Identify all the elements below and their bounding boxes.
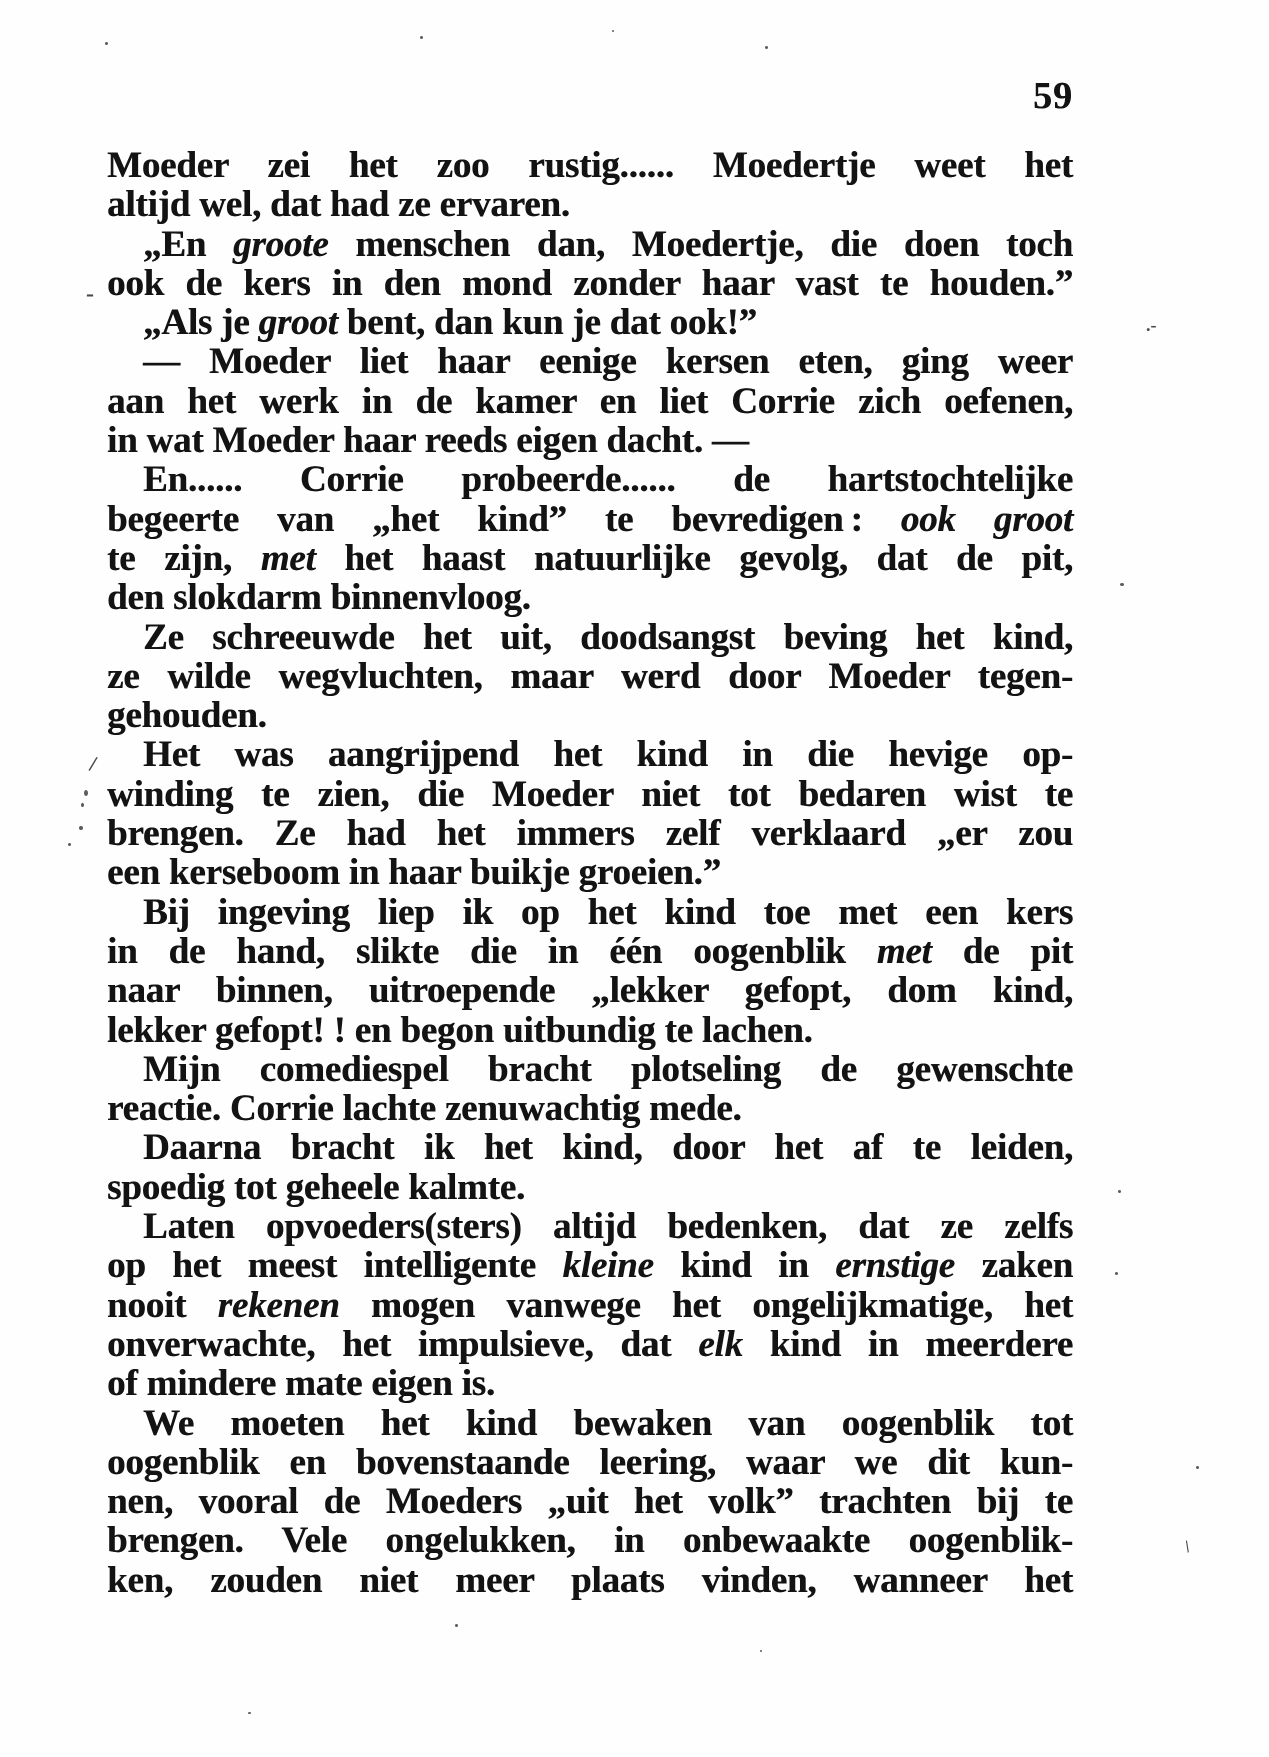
text-line bbox=[107, 382, 1073, 421]
text-line bbox=[107, 696, 1073, 735]
scan-artifact bbox=[79, 826, 83, 830]
text-line bbox=[107, 814, 1073, 853]
text-line bbox=[107, 1246, 1073, 1285]
italic-text-run: met bbox=[876, 930, 932, 972]
scan-artifact: / bbox=[1180, 1537, 1194, 1556]
italic-text-run: groote bbox=[233, 223, 329, 265]
text-line bbox=[107, 657, 1073, 696]
text-run: menschen dan, Moedertje, die doen toch bbox=[328, 223, 1073, 265]
scan-artifact bbox=[1196, 1466, 1199, 1469]
text-run: Het was aangrijpend het kind in die hevige op- bbox=[143, 734, 1073, 776]
scan-artifact: .- bbox=[1146, 315, 1157, 335]
scan-artifact bbox=[81, 803, 84, 807]
text-run: bent, dan kun je dat ook!” bbox=[337, 302, 757, 344]
scan-artifact: / bbox=[87, 750, 99, 777]
scan-artifact bbox=[455, 1624, 458, 1627]
text-run: den slokdarm binnenvloog. bbox=[107, 577, 531, 619]
text-run: kind in bbox=[653, 1245, 836, 1287]
text-run: een kerseboom in haar buikje groeien.” bbox=[107, 852, 721, 894]
scan-artifact bbox=[1118, 1190, 1121, 1193]
scan-artifact bbox=[1120, 583, 1124, 586]
scan-artifact bbox=[760, 1650, 762, 1652]
text-line bbox=[107, 853, 1073, 892]
text-line bbox=[107, 225, 1073, 264]
scan-artifact bbox=[248, 1712, 251, 1714]
scan-artifact bbox=[420, 36, 423, 39]
text-run: nen, vooral de Moeders „uit het volk” trachten bij te bbox=[107, 1481, 1073, 1523]
text-run: gehouden. bbox=[107, 695, 267, 737]
scan-artifact bbox=[1115, 1272, 1118, 1275]
text-line bbox=[107, 578, 1073, 617]
text-line bbox=[107, 1482, 1073, 1521]
italic-text-run: rekenen bbox=[217, 1284, 340, 1326]
text-line bbox=[107, 500, 1073, 539]
text-line bbox=[107, 342, 1073, 381]
text-run: reactie. Corrie lachte zenuwachtig mede. bbox=[107, 1088, 742, 1130]
text-run: brengen. Vele ongelukken, in onbewaakte oogenblik- bbox=[107, 1520, 1073, 1562]
text-run: of mindere mate eigen is. bbox=[107, 1363, 495, 1405]
text-run: Moeder zei het zoo rustig...... Moedertje weet het bbox=[107, 145, 1073, 186]
text-line bbox=[107, 1364, 1073, 1403]
text-line bbox=[107, 1325, 1073, 1364]
text-line bbox=[107, 1207, 1073, 1246]
text-run: En...... Corrie probeerde...... de hartstochtelijke bbox=[143, 459, 1073, 501]
text-line bbox=[107, 264, 1073, 303]
text-run: altijd wel, dat had ze ervaren. bbox=[107, 184, 570, 226]
text-run: We moeten het kind bewaken van oogenblik tot bbox=[143, 1402, 1073, 1444]
text-line bbox=[107, 1561, 1073, 1600]
text-run: in wat Moeder haar reeds eigen dacht. — bbox=[107, 420, 749, 462]
text-run: Mijn comediespel bracht plotseling de gewenschte bbox=[143, 1048, 1073, 1090]
text-line bbox=[107, 1521, 1073, 1560]
italic-text-run: elk bbox=[698, 1323, 743, 1365]
text-run: op het meest intelligente bbox=[107, 1245, 563, 1287]
text-line bbox=[107, 932, 1073, 971]
text-line bbox=[107, 1404, 1073, 1443]
scan-artifact: - bbox=[86, 281, 94, 307]
italic-text-run: ook groot bbox=[900, 498, 1073, 540]
scan-artifact bbox=[765, 46, 768, 49]
text-run: winding te zien, die Moeder niet tot bedaren wist te bbox=[107, 773, 1073, 815]
text-line bbox=[107, 1286, 1073, 1325]
text-run: te zijn, bbox=[107, 537, 261, 579]
text-line bbox=[107, 971, 1073, 1010]
text-line bbox=[107, 1089, 1073, 1128]
text-line bbox=[107, 303, 1073, 342]
text-run: ze wilde wegvluchten, maar werd door Moeder tegen- bbox=[107, 655, 1073, 697]
text-line bbox=[107, 893, 1073, 932]
text-line bbox=[107, 146, 1073, 185]
text-run: Bij ingeving liep ik op het kind toe met een kers bbox=[143, 891, 1073, 933]
text-line bbox=[107, 1050, 1073, 1089]
scan-artifact bbox=[612, 30, 614, 32]
page-number: 59 bbox=[1033, 75, 1073, 117]
text-run: „Als je bbox=[143, 302, 259, 344]
text-line bbox=[107, 1443, 1073, 1482]
text-line bbox=[107, 539, 1073, 578]
text-run: in de hand, slikte die in één oogenblik bbox=[107, 930, 877, 972]
text-run: brengen. Ze had het immers zelf verklaard „er zou bbox=[107, 813, 1073, 855]
scan-artifact bbox=[68, 843, 71, 846]
italic-text-run: groot bbox=[258, 302, 338, 344]
text-run: onverwachte, het impulsieve, dat bbox=[107, 1323, 699, 1365]
italic-text-run: ernstige bbox=[835, 1245, 955, 1287]
text-line bbox=[107, 1168, 1073, 1207]
text-run: nooit bbox=[107, 1284, 218, 1326]
text-line bbox=[107, 460, 1073, 499]
text-run: spoedig tot geheele kalmte. bbox=[107, 1166, 525, 1208]
italic-text-run: kleine bbox=[562, 1245, 654, 1287]
text-line bbox=[107, 618, 1073, 657]
text-run: naar binnen, uitroepende „lekker gefopt, dom kind, bbox=[107, 970, 1073, 1012]
text-run: ken, zouden niet meer plaats vinden, wanneer het bbox=[107, 1559, 1073, 1601]
text-run: „En bbox=[143, 223, 234, 265]
text-line bbox=[107, 735, 1073, 774]
text-line bbox=[107, 185, 1073, 224]
text-run: oogenblik en bovenstaande leering, waar we dit kun- bbox=[107, 1441, 1073, 1483]
text-line bbox=[107, 1128, 1073, 1167]
text-line bbox=[107, 775, 1073, 814]
text-line bbox=[107, 421, 1073, 460]
text-run: ook de kers in den mond zonder haar vast te houden.” bbox=[107, 262, 1073, 304]
text-run: — Moeder liet haar eenige kersen eten, ging weer bbox=[143, 341, 1073, 383]
text-run: Laten opvoeders(sters) altijd bedenken, dat ze zelfs bbox=[143, 1206, 1073, 1248]
text-run: begeerte van „het kind” te bevredigen : bbox=[107, 498, 901, 540]
text-line bbox=[107, 1011, 1073, 1050]
text-run: Ze schreeuwde het uit, doodsangst beving het kind, bbox=[143, 616, 1073, 658]
text-run: aan het werk in de kamer en liet Corrie zich oefenen, bbox=[107, 380, 1073, 422]
text-block bbox=[107, 146, 1073, 1600]
text-run: Daarna bracht ik het kind, door het af te leiden, bbox=[143, 1127, 1073, 1169]
text-run: kind in meerdere bbox=[742, 1323, 1073, 1365]
text-run: mogen vanwege het ongelijkmatige, het bbox=[339, 1284, 1073, 1326]
text-run: zaken bbox=[954, 1245, 1073, 1287]
scan-artifact bbox=[84, 790, 88, 796]
italic-text-run: met bbox=[260, 537, 316, 579]
text-run: de pit bbox=[931, 930, 1073, 972]
text-run: lekker gefopt! ! en begon uitbundig te lachen. bbox=[107, 1009, 813, 1051]
scan-artifact bbox=[105, 42, 108, 45]
text-run: het haast natuurlijke gevolg, dat de pit, bbox=[315, 537, 1074, 579]
